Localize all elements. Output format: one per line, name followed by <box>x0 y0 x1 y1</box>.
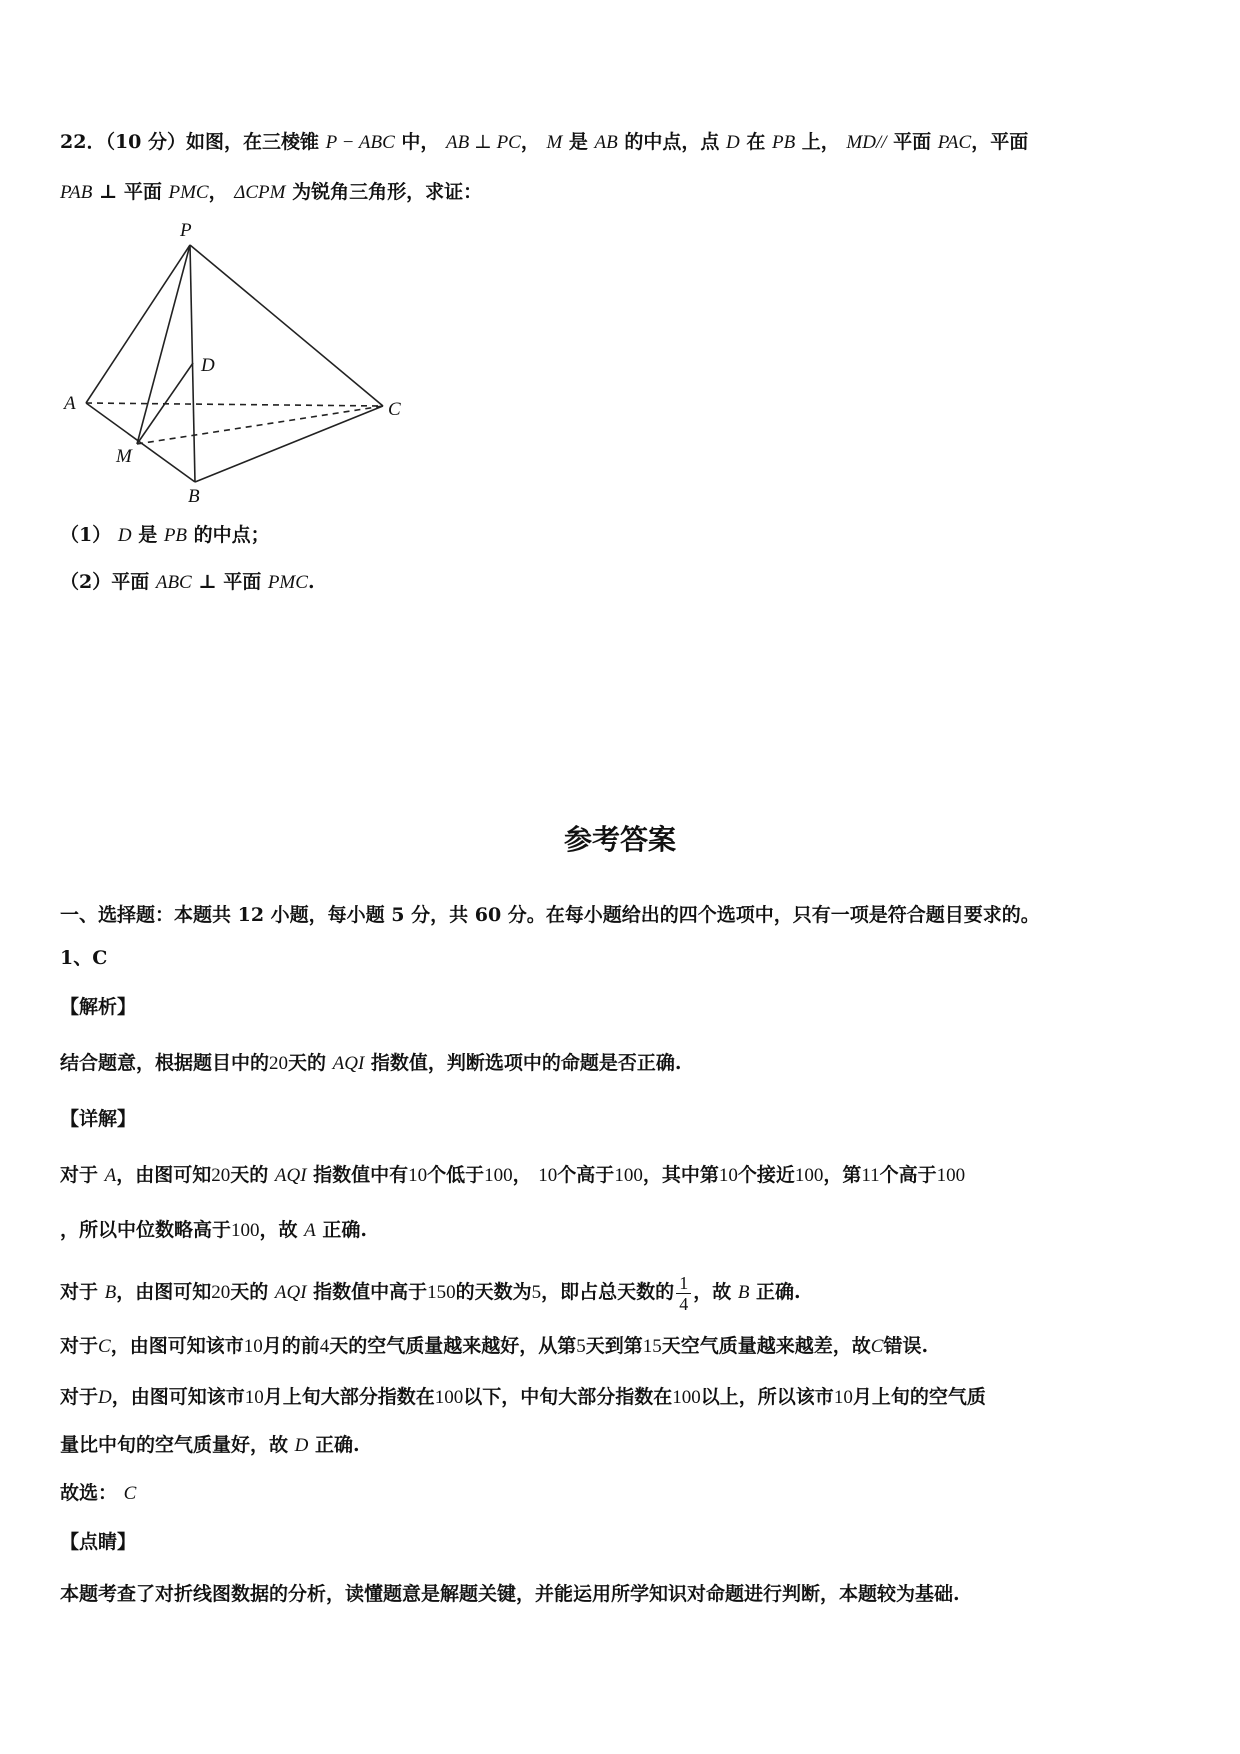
a-num: 10 <box>244 1387 264 1408</box>
q-text: ⊥ 平面 <box>92 181 169 203</box>
a-num: 10 <box>718 1165 738 1186</box>
q-math: D <box>726 132 740 153</box>
q-text: ， <box>208 181 235 203</box>
part-2 <box>60 568 1180 597</box>
a-text: ，即占总天数的 <box>541 1281 675 1303</box>
a-num: 5 <box>576 1336 586 1357</box>
a-math: AQI <box>332 1053 365 1074</box>
q-text: ， <box>520 131 547 153</box>
edge-AC-dashed <box>86 403 383 406</box>
detail-tag: 【详解】 <box>60 1108 137 1130</box>
a-text: 结合题意，根据题目中的 <box>60 1052 270 1074</box>
q-math: AB ⊥ PC <box>446 132 521 153</box>
detail-B <box>60 1270 1180 1314</box>
q-text: 的中点，点 <box>617 131 726 153</box>
a-math: C <box>98 1336 111 1357</box>
pyramid-figure <box>0 0 420 510</box>
a-text: 对于 <box>60 1386 99 1408</box>
edge-PC <box>190 245 383 406</box>
a-num: 100 <box>672 1387 701 1408</box>
a-num: 11 <box>861 1165 880 1186</box>
fraction-numerator: 1 <box>676 1273 691 1294</box>
detail-A-line-2 <box>60 1216 1180 1245</box>
q-text: 22．（10 分）如图，在三棱锥 <box>60 131 326 153</box>
detail-D-line-2 <box>60 1431 1180 1460</box>
a-text: 对于 <box>60 1281 105 1303</box>
a-num: 100 <box>434 1387 464 1408</box>
choice-line <box>60 1479 1180 1508</box>
a-text: 正确. <box>749 1281 801 1303</box>
q-text: （1） <box>60 524 118 546</box>
a-text: ，由图可知 <box>116 1164 212 1186</box>
label-M: M <box>116 446 132 467</box>
q-math: ΔCPM <box>234 182 286 203</box>
label-D: D <box>201 355 215 376</box>
part-1 <box>60 521 1180 550</box>
a-text: 个接近 <box>737 1164 795 1186</box>
edge-PM <box>137 245 190 444</box>
q-math: ABC <box>155 572 192 593</box>
a-num: 20 <box>269 1053 289 1074</box>
a-text: ，故 <box>259 1219 305 1241</box>
a-text: ，由图可知该市 <box>110 1335 244 1357</box>
section-heading: 一、选择题：本题共 12 小题，每小题 5 分，共 60 分。在每小题给出的四个选项中，只有一项是符合题目要求的。 <box>60 904 1040 926</box>
q-math: M <box>546 132 563 153</box>
a-num: 100 <box>484 1165 513 1186</box>
q-text: 是 <box>131 524 164 546</box>
a-math: A <box>104 1165 117 1186</box>
a-text: 个低于 <box>427 1164 485 1186</box>
fraction-denominator: 4 <box>679 1293 689 1314</box>
a-text: 月上旬大部分指数在 <box>263 1386 435 1408</box>
a-text: 故选： <box>60 1482 124 1504</box>
edge-MC-dashed <box>137 406 383 444</box>
q-text: ⊥ 平面 <box>191 571 268 593</box>
a-math: B <box>104 1282 117 1303</box>
a-num: 10 <box>538 1165 558 1186</box>
answer-q1: 1、C <box>60 947 108 969</box>
label-B: B <box>188 486 200 507</box>
a-text: 天的 <box>288 1052 333 1074</box>
a-text: 天到第 <box>585 1335 643 1357</box>
a-text: 对于 <box>60 1164 105 1186</box>
a-math: D <box>294 1435 309 1456</box>
a-text: 天的空气质量越来越好，从第 <box>329 1335 577 1357</box>
a-text: 个高于 <box>879 1164 937 1186</box>
q-text: 中， <box>394 131 446 153</box>
a-text: ，故 <box>693 1281 738 1303</box>
analysis-text <box>60 1049 1180 1078</box>
a-text: 天的 <box>230 1281 275 1303</box>
a-text: 对于 <box>60 1335 99 1357</box>
q-text: 上， <box>795 131 847 153</box>
a-text: 指数值，判断选项中的命题是否正确. <box>364 1052 682 1074</box>
a-math: C <box>123 1483 137 1504</box>
q-math: AB <box>594 132 618 153</box>
a-text: 月上旬的空气质 <box>852 1386 986 1408</box>
edge-AB <box>86 403 195 482</box>
a-text: 量比中旬的空气质量好，故 <box>60 1434 295 1456</box>
a-num: 10 <box>408 1165 428 1186</box>
q-math: PB <box>163 525 188 546</box>
a-text: 正确. <box>315 1219 367 1241</box>
edge-BC <box>195 406 383 482</box>
q-math: P − ABC <box>325 132 395 153</box>
a-text: 月的前 <box>262 1335 320 1357</box>
a-text: 的天数为 <box>455 1281 532 1303</box>
q-math: MD// <box>846 132 887 153</box>
a-num: 100 <box>614 1165 643 1186</box>
a-num: 100 <box>794 1165 824 1186</box>
q-math: PAC <box>937 132 972 153</box>
a-num: 15 <box>642 1336 662 1357</box>
a-num: 100 <box>231 1220 260 1241</box>
a-num: 4 <box>319 1336 330 1357</box>
a-text: ，其中第 <box>642 1164 719 1186</box>
a-text: 指数值中有 <box>306 1164 409 1186</box>
q-text: 的中点； <box>187 524 270 546</box>
a-text: 天的 <box>230 1164 275 1186</box>
a-text: ，所以中位数略高于 <box>60 1219 232 1241</box>
a-math: B <box>737 1282 750 1303</box>
detail-D-line-1 <box>60 1383 1180 1412</box>
a-math: A <box>304 1220 316 1241</box>
a-text: ，由图可知该市 <box>111 1386 245 1408</box>
a-text: 天空气质量越来越差，故 <box>661 1335 871 1357</box>
q-text: 在 <box>739 131 772 153</box>
a-math: D <box>98 1387 112 1408</box>
q-text: ，平面 <box>971 131 1029 153</box>
comment-text: 本题考查了对折线图数据的分析，读懂题意是解题关键，并能运用所学知识对命题进行判断，本题较为基础. <box>60 1583 960 1605</box>
q-text: . <box>307 571 315 593</box>
edge-PA <box>86 245 190 403</box>
a-text: 个高于 <box>557 1164 615 1186</box>
a-num: 150 <box>427 1282 456 1303</box>
comment-tag: 【点睛】 <box>60 1531 137 1553</box>
q-text: 平面 <box>886 131 938 153</box>
q-math: PB <box>771 132 796 153</box>
a-text: 正确. <box>308 1434 360 1456</box>
detail-A-line-1 <box>60 1161 1180 1190</box>
analysis-tag: 【解析】 <box>60 996 137 1018</box>
a-num: 10 <box>833 1387 853 1408</box>
q-math: PMC <box>168 182 209 203</box>
a-num: 20 <box>211 1282 231 1303</box>
a-math: C <box>870 1336 884 1357</box>
a-num: 20 <box>211 1165 231 1186</box>
a-math: AQI <box>274 1282 307 1303</box>
a-text: 以下，中旬大部分指数在 <box>463 1386 673 1408</box>
answers-title: 参考答案 <box>563 823 676 856</box>
a-math: AQI <box>274 1165 307 1186</box>
a-num: 5 <box>531 1282 542 1303</box>
q-math: PAB <box>60 182 93 203</box>
a-text: 错误. <box>883 1335 929 1357</box>
q-math: D <box>117 525 132 546</box>
a-text: 指数值中高于 <box>306 1281 428 1303</box>
label-P: P <box>180 220 192 241</box>
a-num: 100 <box>936 1165 966 1186</box>
q-math: PMC <box>267 572 308 593</box>
label-C: C <box>388 399 401 420</box>
a-text: ，由图可知 <box>116 1281 212 1303</box>
detail-C <box>60 1332 1180 1361</box>
q-text: 是 <box>562 131 595 153</box>
q-text: （2）平面 <box>60 571 156 593</box>
a-text: 以上，所以该市 <box>700 1386 834 1408</box>
a-num: 10 <box>243 1336 263 1357</box>
a-text: ， <box>512 1164 539 1186</box>
label-A: A <box>64 393 76 414</box>
a-text: ，第 <box>823 1164 862 1186</box>
q-text: 为锐角三角形，求证： <box>285 181 483 203</box>
fraction-one-quarter <box>676 1273 691 1314</box>
